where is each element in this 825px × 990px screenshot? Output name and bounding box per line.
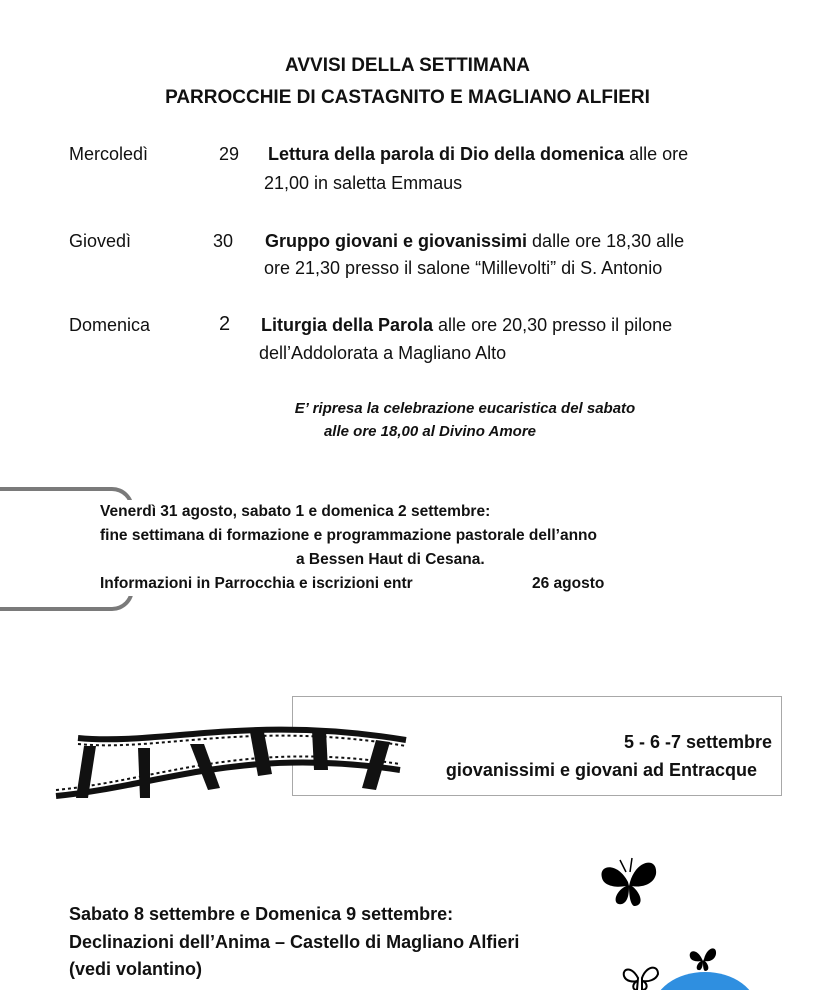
- mass-note-line-1: E’ ripresa la celebrazione eucaristica del sabato: [294, 400, 636, 417]
- event-title: Lettura della parola di Dio della domenica: [268, 144, 625, 164]
- event-time: alle ore 20,30 presso il pilone: [433, 315, 673, 335]
- formation-line-2: fine settimana di formazione e programmazione pastorale dell’anno: [100, 527, 597, 544]
- formation-line-4a: Informazioni in Parrocchia e iscrizioni entr: [100, 575, 413, 592]
- event-time: alle ore: [624, 144, 689, 164]
- formation-line-3: a Bessen Haut di Cesana.: [296, 551, 485, 568]
- page-title-line-2: PARROCCHIE DI CASTAGNITO E MAGLIANO ALFIERI: [165, 87, 650, 108]
- globe-icon: [650, 970, 760, 990]
- event-time: dalle ore 18,30 alle: [527, 231, 685, 251]
- retreat-dates: 5 - 6 -7 settembre: [623, 732, 772, 752]
- event-description-line-2: dell’Addolorata a Magliano Alto: [259, 343, 507, 363]
- bottom-line-1: Sabato 8 settembre e Domenica 9 settembre:: [69, 904, 454, 924]
- event-description-line-1: [268, 140, 688, 168]
- event-title: Liturgia della Parola: [261, 315, 434, 335]
- event-day: Domenica: [69, 315, 151, 335]
- mass-note-line-2: alle ore 18,00 al Divino Amore: [323, 423, 537, 440]
- film-strip-icon: [50, 718, 412, 810]
- event-date: 2: [219, 313, 231, 335]
- event-date: 30: [213, 231, 234, 251]
- event-description-line-1: [265, 227, 684, 255]
- formation-line-4b: 26 agosto: [532, 575, 605, 592]
- bottom-line-2: Declinazioni dell’Anima – Castello di Magliano Alfieri: [69, 932, 520, 952]
- event-title: Gruppo giovani e giovanissimi: [265, 231, 528, 251]
- retreat-description: giovanissimi e giovani ad Entracque: [445, 760, 757, 780]
- event-description-line-1: [261, 311, 672, 339]
- bottom-line-3: (vedi volantino): [69, 959, 203, 979]
- event-day: Giovedì: [69, 231, 132, 251]
- event-description-line-2: ore 21,30 presso il salone “Millevolti” di S. Antonio: [264, 258, 663, 278]
- page-title-line-1: AVVISI DELLA SETTIMANA: [285, 55, 530, 76]
- event-day: Mercoledì: [69, 144, 149, 164]
- event-date: 29: [219, 144, 240, 164]
- event-description-line-2: 21,00 in saletta Emmaus: [264, 173, 463, 193]
- formation-line-1: Venerdì 31 agosto, sabato 1 e domenica 2 settembre:: [100, 503, 491, 520]
- butterfly-icon: [598, 854, 660, 910]
